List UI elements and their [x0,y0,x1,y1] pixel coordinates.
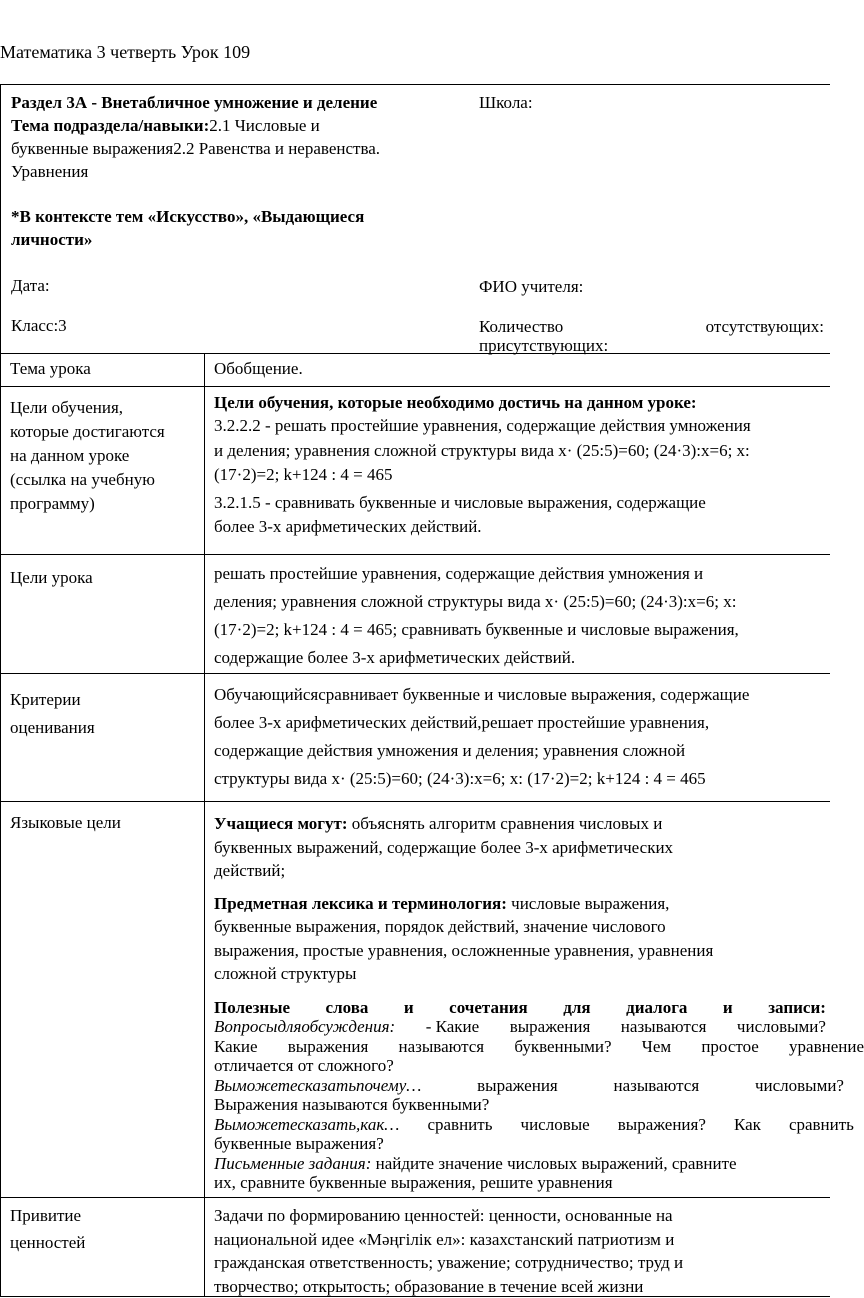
objective-line: и деления; уравнения сложной структуры вида х· (25:5)=60; (24·3):х=6; х: [214,440,750,460]
label-line: которые достигаются [10,422,165,441]
word: числовые [520,1114,590,1134]
useful-words-line [214,998,826,1018]
students-text: действий; [214,861,286,880]
vocab-bold: Предметная лексика и терминология: [214,893,507,913]
word: Какие [214,1036,258,1056]
row-label-values [10,1202,195,1256]
table-border [0,353,1,1297]
lesson-info-right [479,91,829,357]
values-line: гражданская ответственность; уважение; сотрудничество; труд и [214,1253,684,1272]
goal-line: (17·2)=2; k+124 : 4 = 465; сравнивать буквенные и числовые выражения, [214,620,739,639]
questions-line [214,1017,826,1037]
word: называются [613,1075,700,1095]
objective-line: более 3-х арифметических действий. [214,517,482,536]
table-border [0,353,830,354]
table-border [204,353,205,1297]
word: уравнение [789,1036,864,1056]
word: - Какие [425,1017,480,1036]
word: сравнить [788,1114,854,1134]
present-label: присутствующих: [479,336,609,355]
objective-line: 3.2.1.5 - сравнивать буквенные и числовые выражения, содержащие [214,492,706,512]
section-label: Раздел 3А - Внетабличное умножение и деление [11,93,378,112]
written-italic: Письменные задания: [214,1153,372,1173]
table-border [0,673,830,674]
word: числовыми? [754,1075,844,1095]
topic-value-line: Уравнения [11,162,89,181]
row-value-topic: Обобщение. [214,359,303,378]
row-value-criteria [214,681,834,793]
word: сравнить [427,1114,493,1134]
objective-line: 3.2.2.2 - решать простейшие уравнения, содержащие действия умножения [214,416,751,435]
how-line [214,1115,854,1135]
how-text: буквенные выражения? [214,1134,384,1153]
questions-italic: Вопросыдляобсуждения: [214,1017,396,1036]
word: диалога [626,997,688,1017]
document-title: Математика 3 четверть Урок 109 [0,42,251,62]
vocab-text: буквенные выражения, порядок действий, значение числового [214,917,666,936]
table-border [0,554,830,555]
criteria-line: более 3-х арифметических действий,решает простейшие уравнения, [214,713,710,732]
table-border [0,386,830,387]
questions-line [214,1037,864,1057]
label-line: ценностей [10,1233,86,1252]
label-line: Привитие [10,1206,82,1225]
label-line: (ссылка на учебную [10,470,155,489]
students-text: объяснять алгоритм сравнения числовых и [347,814,663,833]
row-value-language [214,812,864,1193]
why-line [214,1076,844,1096]
word: Полезные [214,997,291,1017]
values-line: Задачи по формированию ценностей: ценности, основанные на [214,1206,673,1225]
word: слова [325,997,369,1017]
row-label-lesson-goals: Цели урока [10,568,93,587]
lesson-info-block [0,84,830,354]
class-label: Класс:3 [11,316,67,335]
word: Как [733,1114,761,1134]
objectives-heading: Цели обучения, которые необходимо достичь на данном уроке: [214,393,697,412]
teacher-label: ФИО учителя: [479,277,584,296]
word: записи: [768,997,826,1017]
word: выражения [287,1036,369,1056]
word: простое [701,1036,759,1056]
row-label-objectives [10,396,195,516]
goal-line: деления; уравнения сложной структуры вида х· (25:5)=60; (24·3):х=6; х: [214,592,737,611]
school-label: Школа: [479,93,533,112]
table-border [0,801,830,802]
topic-value: 2.1 Числовые и [209,116,320,135]
vocab-text: сложной структуры [214,964,357,983]
row-label-language: Языковые цели [10,813,121,832]
word: и [403,997,414,1017]
vocab-text: выражения, простые уравнения, осложненные уравнения, уравнения [214,940,714,960]
values-line: национальной идее «Мәңгілік ел»: казахстанский патриотизм и [214,1229,675,1249]
word: буквенными? [514,1036,612,1056]
context-line: личности» [11,230,93,249]
word: и [722,997,733,1017]
criteria-line: Обучающийсясравнивает буквенные и числовые выражения, содержащие [214,685,750,704]
word: сочетания [449,997,528,1017]
lesson-info-left [11,91,451,337]
criteria-line: структуры вида х· (25:5)=60; (24·3):х=6; х: (17·2)=2; k+124 : 4 = 465 [214,769,706,788]
objective-line: (17·2)=2; k+124 : 4 = 465 [214,465,393,484]
context-line: *В контексте тем «Искусство», «Выдающиеся [11,207,365,226]
label-line: Цели обучения, [10,398,124,417]
row-value-lesson-goals [214,560,834,672]
students-text: буквенных выражений, содержащие более 3-х арифметических [214,837,674,857]
word: называются [398,1036,485,1056]
questions-text: отличается от сложного? [214,1056,394,1075]
students-bold: Учащиеся могут: [214,814,348,833]
label-line: программу) [10,494,95,513]
written-text: найдите значение числовых выражений, сравните [371,1153,737,1173]
absent-label: отсутствующих: [705,317,824,336]
word: называются [620,1017,707,1036]
row-label-criteria [10,686,195,742]
word: для [563,997,591,1017]
goal-line: содержащие более 3-х арифметических действий. [214,648,576,667]
vocab-text: числовые выражения, [506,893,670,913]
word: выражения [509,1017,591,1036]
row-value-values [214,1204,834,1298]
how-italic: Выможетесказать,как… [214,1114,400,1134]
why-italic: Выможетесказатьпочему… [214,1075,422,1095]
label-line: оценивания [10,718,95,737]
written-text: их, сравните буквенные выражения, решите уравнения [214,1173,613,1192]
word: Чем [641,1036,672,1056]
topic-label: Тема подраздела/навыки: [11,116,210,135]
word: выражения [477,1075,558,1095]
table-border [0,1197,830,1198]
word: числовыми? [736,1017,826,1036]
topic-value-line: буквенные выражения2.2 Равенства и неравенства. [11,139,381,158]
why-text: Выражения называются буквенными? [214,1095,490,1114]
criteria-line: содержащие действия умножения и деления; уравнения сложной [214,741,686,760]
date-label: Дата: [11,276,50,295]
values-line: творчество; открытость; образование в течение всей жизни [214,1276,644,1296]
count-label: Количество [479,317,564,336]
label-line: на данном уроке [10,446,130,465]
label-line: Критерии [10,690,81,709]
word: выражения? [617,1114,706,1134]
goal-line: решать простейшие уравнения, содержащие действия умножения и [214,564,704,583]
row-value-objectives [214,392,834,540]
row-label-topic: Тема урока [10,359,91,378]
